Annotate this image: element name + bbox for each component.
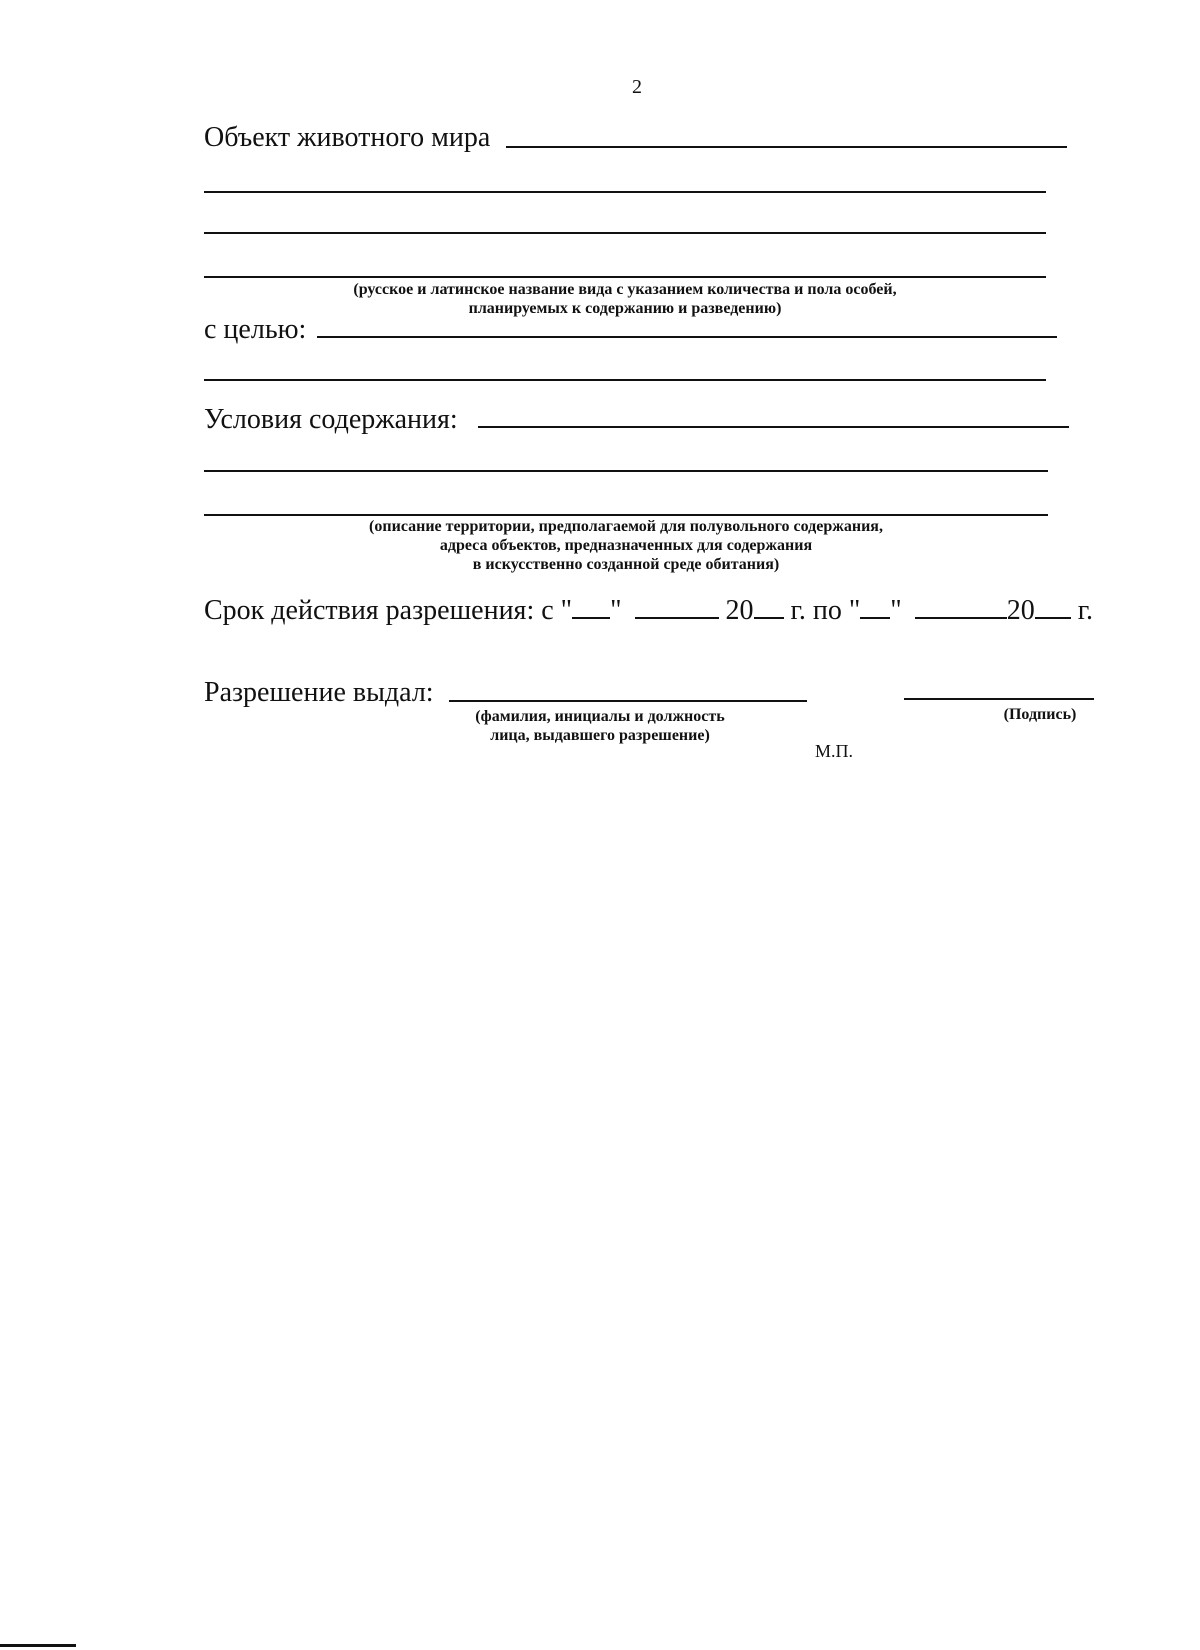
signature-caption: (Подпись) [1003,706,1077,723]
conditions-field-line-2[interactable] [204,470,1048,472]
animal-object-caption [204,280,1046,318]
issuer-name-field-line[interactable] [449,700,807,702]
purpose-label: с целью: [204,314,307,345]
issuer-caption [420,707,780,745]
validity-start-day-field[interactable] [572,595,610,619]
animal-object-field-line-4[interactable] [204,276,1046,278]
page-number: 2 [632,76,642,98]
issuer-caption-line-2: лица, выдавшего разрешение) [490,727,710,744]
validity-quote-open-1: " [560,595,573,626]
animal-object-caption-line-2: планируемых к содержанию и разведению) [468,300,782,317]
conditions-caption-line-1: (описание территории, предполагаемой для полувольного содержания, [369,518,883,535]
signature-field-line[interactable] [904,698,1094,700]
validity-end-day-field[interactable] [860,595,890,619]
purpose-field-line-2[interactable] [204,379,1046,381]
animal-object-field-line-3[interactable] [204,232,1046,234]
validity-end-year-suffix: г. [1077,595,1094,626]
conditions-caption-line-2: адреса объектов, предназначенных для содержания [439,537,813,554]
animal-object-field-line-1[interactable] [506,146,1067,148]
conditions-field-line-1[interactable] [478,426,1069,428]
conditions-caption-line-3: в искусственно созданной среде обитания) [472,556,780,573]
issuer-label: Разрешение выдал: [204,677,434,708]
validity-quote-open-2: " [848,595,861,626]
animal-object-caption-line-1: (русское и латинское название вида с указанием количества и пола особей, [353,281,897,298]
validity-start-year-prefix: 20 [725,595,754,626]
scan-edge-mark [0,1644,76,1647]
validity-end-month-field[interactable] [915,595,1007,619]
validity-start-year-field[interactable] [754,595,784,619]
validity-end-year-prefix: 20 [1006,595,1035,626]
animal-object-label: Объект животного мира [204,122,491,153]
conditions-caption [204,517,1048,574]
animal-object-field-line-2[interactable] [204,191,1046,193]
conditions-field-line-3[interactable] [204,514,1048,516]
validity-quote-close-2: " [890,595,902,626]
conditions-label: Условия содержания: [204,404,458,435]
validity-label: Срок действия разрешения: с [204,595,554,626]
purpose-field-line-1[interactable] [317,336,1057,338]
validity-quote-close-1: " [610,595,622,626]
stamp-place-label: М.П. [815,741,854,761]
validity-start-year-suffix: г. по [790,595,842,626]
validity-row [204,595,1093,625]
validity-start-month-field[interactable] [635,595,719,619]
validity-end-year-field[interactable] [1035,595,1071,619]
issuer-caption-line-1: (фамилия, инициалы и должность [475,708,725,725]
